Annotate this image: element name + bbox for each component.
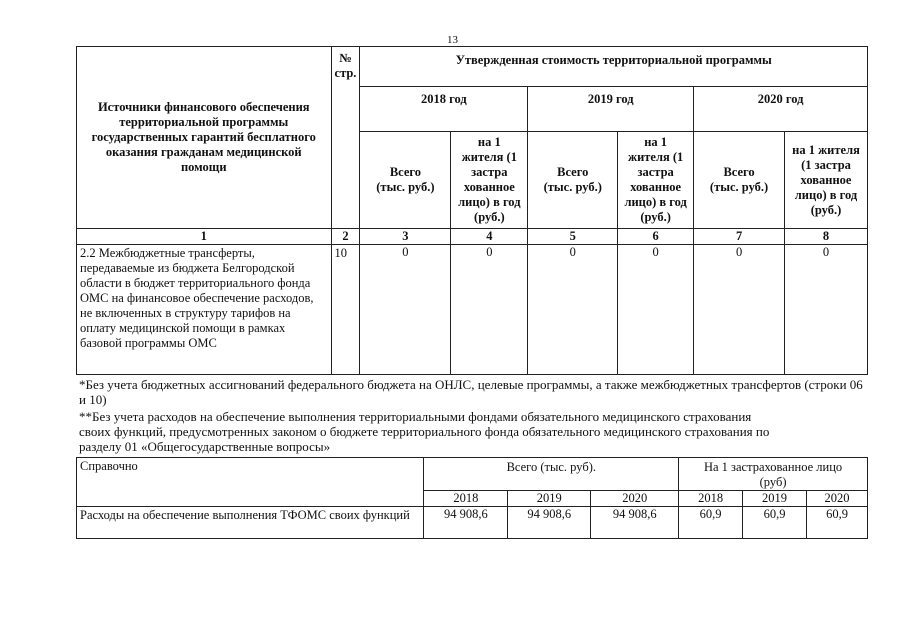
ref-label-header: Справочно — [77, 458, 424, 507]
column-number: 4 — [451, 229, 528, 245]
footnote-1: *Без учета бюджетных ассигнований федерального бюджета на ОНЛС, целевые программы, а также межбюджетных трансфертов (строки 06 и 10) — [79, 377, 863, 407]
ref-value: 94 908,6 — [508, 507, 591, 539]
value-cell: 0 — [528, 245, 618, 375]
ref-year: 2019 — [743, 491, 807, 507]
ref-year: 2018 — [679, 491, 743, 507]
reference-table — [76, 457, 868, 539]
header-total-2019: Всего (тыс. руб.) — [528, 132, 618, 229]
header-per-capita-2019: на 1 жителя (1 застра хованное лицо) в год (руб.) — [618, 132, 694, 229]
footnote-2 — [79, 409, 868, 454]
ref-row-label: Расходы на обеспечение выполнения ТФОМС своих функций — [77, 507, 424, 539]
value-cell: 0 — [451, 245, 528, 375]
value-cell: 0 — [785, 245, 868, 375]
ref-value: 94 908,6 — [591, 507, 679, 539]
value-cell: 0 — [360, 245, 451, 375]
ref-value: 60,9 — [743, 507, 807, 539]
column-number: 6 — [618, 229, 694, 245]
header-total-2020: Всего (тыс. руб.) — [694, 132, 785, 229]
program-cost-table — [76, 46, 868, 375]
value-cell: 0 — [618, 245, 694, 375]
ref-total-header: Всего (тыс. руб). — [424, 458, 679, 491]
footnote-2-line: своих функций, предусмотренных законом о бюджете территориального фонда обязательного медицинского страхования по — [79, 424, 770, 439]
column-numbers-row — [77, 229, 868, 245]
table-row — [77, 245, 868, 375]
table-row — [77, 507, 868, 539]
header-total-2018: Всего (тыс. руб.) — [360, 132, 451, 229]
ref-per-insured-header: На 1 застрахованное лицо (руб) — [679, 458, 868, 491]
ref-year: 2019 — [508, 491, 591, 507]
header-approved-cost: Утвержденная стоимость территориальной программы — [360, 47, 868, 87]
header-year-2019: 2019 год — [528, 87, 694, 132]
header-year-2018: 2018 год — [360, 87, 528, 132]
ref-value: 60,9 — [679, 507, 743, 539]
ref-year: 2020 — [807, 491, 868, 507]
header-per-capita-2018: на 1 жителя (1 застра хованное лицо) в год (руб.) — [451, 132, 528, 229]
column-number: 2 — [331, 229, 360, 245]
column-number: 5 — [528, 229, 618, 245]
ref-value: 94 908,6 — [424, 507, 508, 539]
column-number: 8 — [785, 229, 868, 245]
header-year-2020: 2020 год — [694, 87, 868, 132]
column-number: 3 — [360, 229, 451, 245]
header-source: Источники финансового обеспечения территориальной программы государственных гарантий бесплатного оказания гражданам медицинской помощи — [77, 47, 332, 229]
page-number: 13 — [447, 34, 458, 46]
header-row-number: № стр. — [331, 47, 360, 229]
column-number: 1 — [77, 229, 332, 245]
row-source: 2.2 Межбюджетные трансферты, передаваемые из бюджета Белгородской области в бюджет территориального фонда ОМС на финансовое обеспечение расходов, не включенных в структуру тарифов на оплату медицинской помощи в рамках базовой программы ОМС — [77, 245, 332, 375]
value-cell: 0 — [694, 245, 785, 375]
column-number: 7 — [694, 229, 785, 245]
ref-year: 2020 — [591, 491, 679, 507]
row-number: 10 — [331, 245, 360, 375]
ref-year: 2018 — [424, 491, 508, 507]
footnote-2-line: разделу 01 «Общегосударственные вопросы» — [79, 439, 331, 454]
ref-value: 60,9 — [807, 507, 868, 539]
footnote-2-line: **Без учета расходов на обеспечение выполнения территориальными фондами обязательного медицинского страхования — [79, 409, 752, 424]
header-per-capita-2020: на 1 жителя (1 застра хованное лицо) в год (руб.) — [785, 132, 868, 229]
